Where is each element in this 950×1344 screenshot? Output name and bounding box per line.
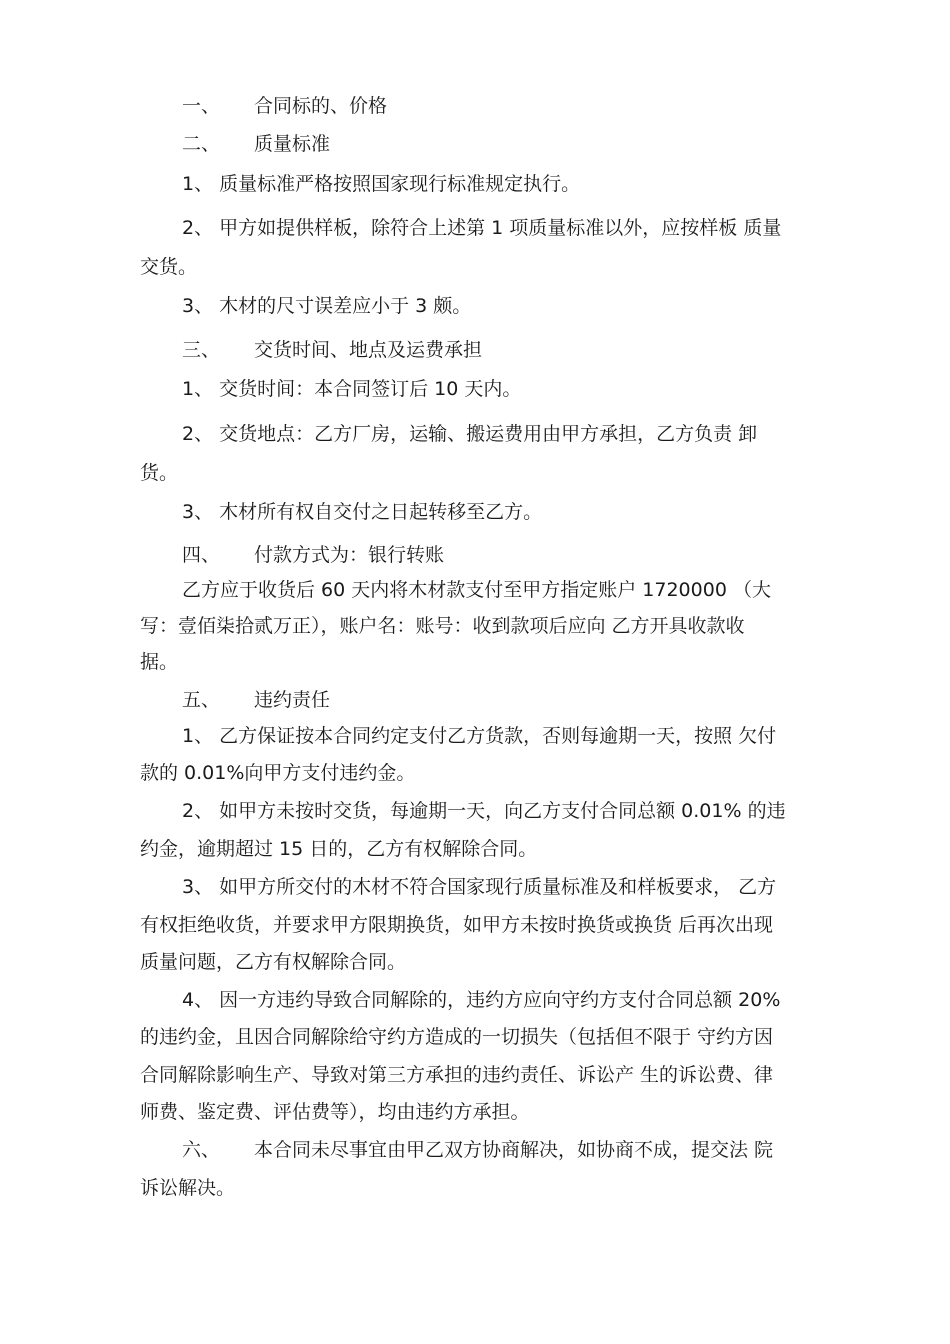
section-2-heading (182, 132, 330, 156)
breach-clause-4-line-3: 合同解除影响生产、导致对第三方承担的违约责任、诉讼产 生的诉讼费、律 (140, 1064, 774, 1086)
breach-clause-4-line-4: 师费、鉴定费、评估费等），均由违约方承担。 (140, 1101, 530, 1123)
quality-clause-1: 1、 质量标准严格按照国家现行标准规定执行。 (182, 173, 581, 195)
quality-clause-3: 3、 木材的尺寸误差应小于 3 颇。 (182, 295, 472, 317)
delivery-clause-2-line-1: 2、 交货地点：乙方厂房，运输、搬运费用由甲方承担，乙方负责 卸 (182, 423, 758, 445)
section-6-line-2: 诉讼解决。 (140, 1177, 236, 1199)
breach-clause-4-line-1: 4、 因一方违约导致合同解除的，违约方应向守约方支付合同总额 20% (182, 989, 781, 1011)
breach-clause-3-line-3: 质量问题，乙方有权解除合同。 (140, 951, 407, 973)
breach-clause-3-line-1: 3、 如甲方所交付的木材不符合国家现行质量标准及和样板要求， 乙方 (182, 876, 777, 898)
payment-clause-line-2: 写：壹佰柒拾贰万正），账户名：账号：收到款项后应向 乙方开具收款收 (140, 615, 745, 637)
breach-clause-4-line-2: 的违约金，且因合同解除给守约方造成的一切损失（包括但不限于 守约方因 (140, 1026, 774, 1048)
delivery-clause-2-line-2: 货。 (140, 462, 179, 484)
section-4-heading (182, 543, 444, 567)
quality-clause-2-line-1: 2、 甲方如提供样板，除符合上述第 1 项质量标准以外，应按样板 质量 (182, 217, 782, 239)
section-title: 违约责任 (254, 689, 331, 711)
quality-clause-2-line-2: 交货。 (140, 256, 198, 278)
section-number: 五、 (182, 689, 221, 711)
payment-clause-line-1: 乙方应于收货后 60 天内将木材款支付至甲方指定账户 1720000 （大 (182, 579, 771, 601)
section-number: 四、 (182, 544, 221, 566)
delivery-clause-1: 1、 交货时间：本合同签订后 10 天内。 (182, 378, 522, 400)
delivery-clause-3: 3、 木材所有权自交付之日起转移至乙方。 (182, 501, 543, 523)
section-title: 质量标准 (254, 133, 331, 155)
payment-clause-line-3: 据。 (140, 651, 179, 673)
section-number: 六、 (182, 1139, 221, 1161)
section-number: 一、 (182, 95, 221, 117)
section-number: 三、 (182, 339, 221, 361)
section-title: 付款方式为：银行转账 (254, 544, 445, 566)
breach-clause-2-line-1: 2、 如甲方未按时交货，每逾期一天，向乙方支付合同总额 0.01% 的违 (182, 800, 786, 822)
breach-clause-1-line-1: 1、 乙方保证按本合同约定支付乙方货款，否则每逾期一天，按照 欠付 (182, 725, 777, 747)
section-number: 二、 (182, 133, 221, 155)
breach-clause-2-line-2: 约金，逾期超过 15 日的，乙方有权解除合同。 (140, 838, 538, 860)
section-1-heading (182, 94, 387, 118)
section-title: 合同标的、价格 (254, 95, 388, 117)
breach-clause-1-line-2: 款的 0.01%向甲方支付违约金。 (140, 762, 416, 784)
section-6-heading (182, 1138, 773, 1162)
section-5-heading (182, 688, 330, 712)
section-title: 本合同未尽事宜由甲乙双方协商解决，如协商不成，提交法 院 (254, 1139, 774, 1161)
section-title: 交货时间、地点及运费承担 (254, 339, 483, 361)
section-3-heading (182, 338, 482, 362)
breach-clause-3-line-2: 有权拒绝收货，并要求甲方限期换货，如甲方未按时换货或换货 后再次出现 (140, 914, 774, 936)
